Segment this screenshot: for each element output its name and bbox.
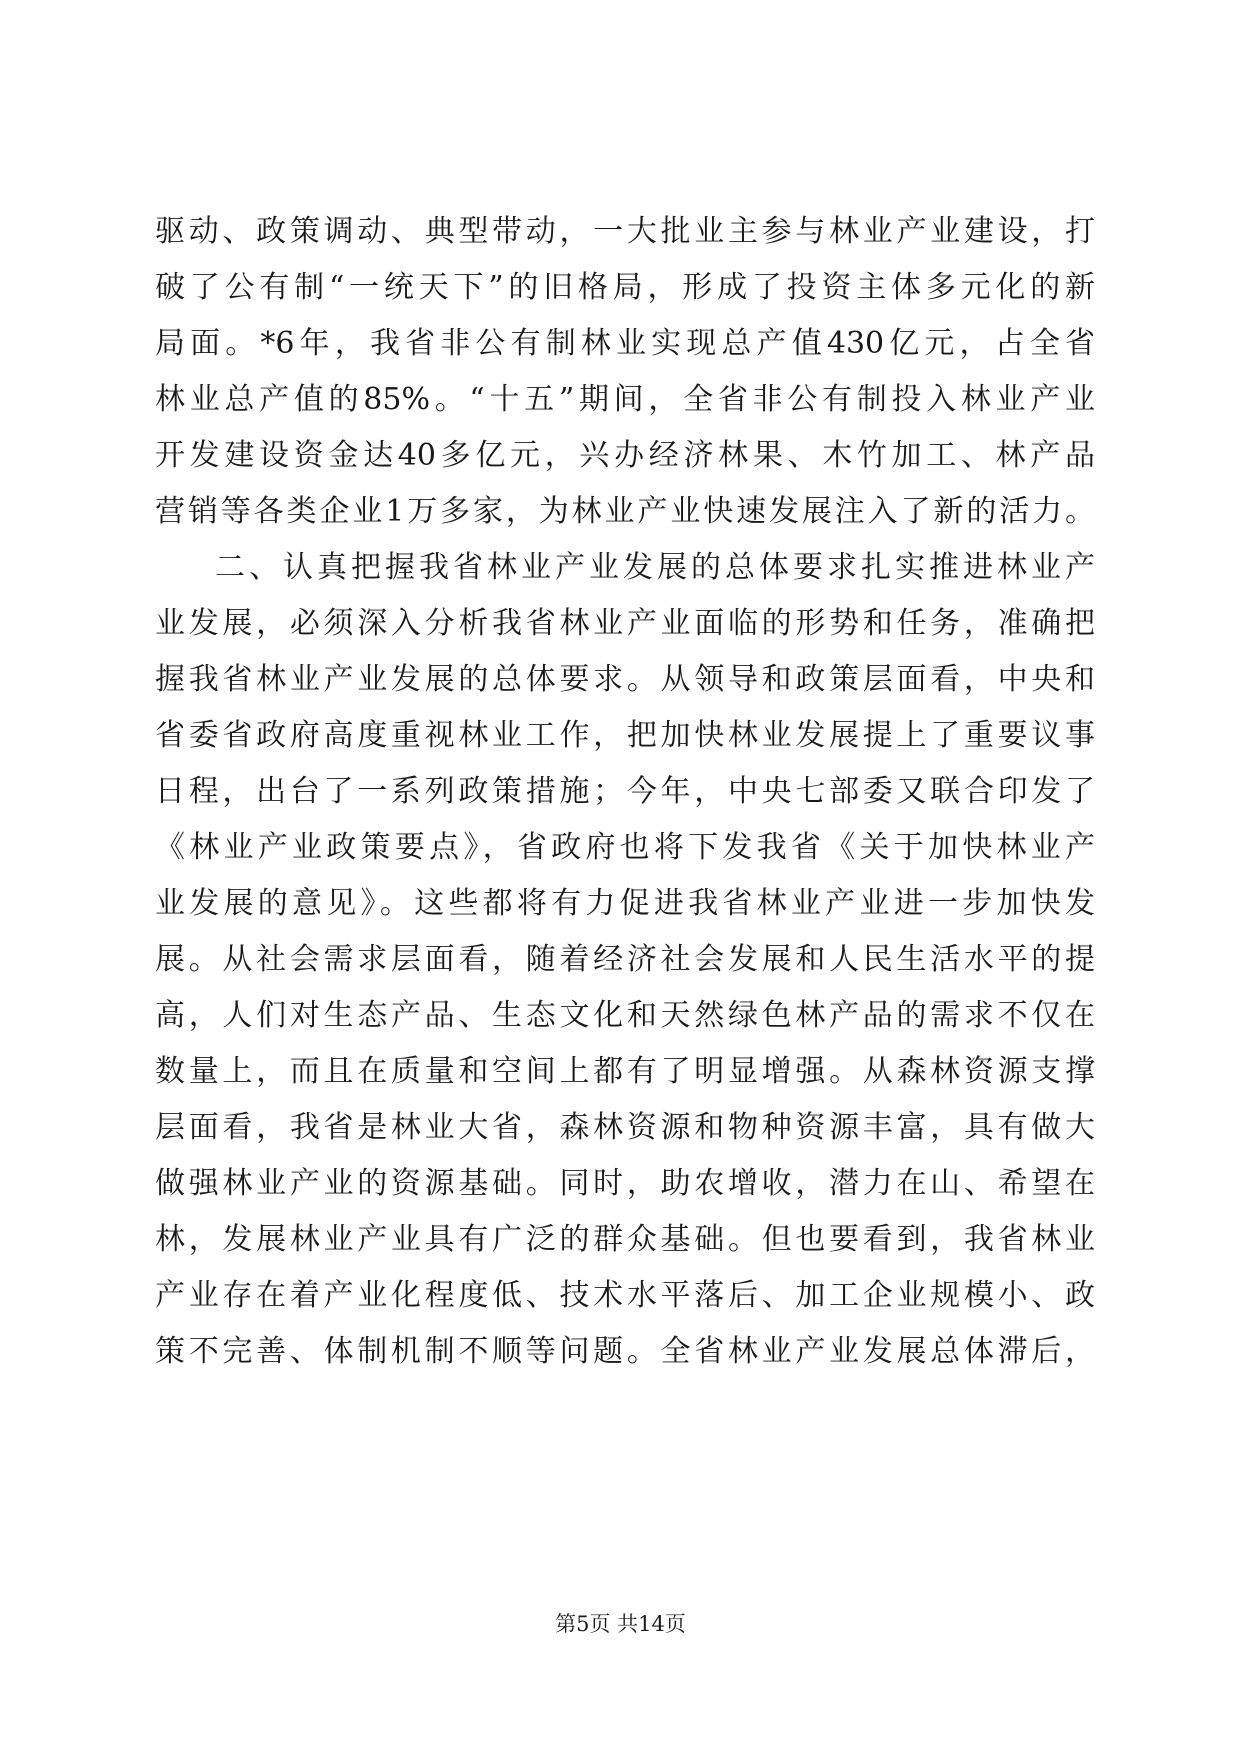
body-line-3: 局面。*6年，我省非公有制林业实现总产值430亿元，占全省 — [155, 326, 1095, 361]
body-line-8: 业发展，必须深入分析我省林业产业面临的形势和任务，准确把 — [155, 606, 1095, 641]
body-line-6: 营销等各类企业1万多家，为林业产业快速发展注入了新的活力。 — [155, 494, 1095, 529]
body-line-12: 《林业产业政策要点》，省政府也将下发我省《关于加快林业产 — [155, 830, 1095, 865]
body-line-20: 产业存在着产业化程度低、技术水平落后、加工企业规模小、政 — [155, 1278, 1095, 1313]
body-line-13: 业发展的意见》。这些都将有力促进我省林业产业进一步加快发 — [155, 886, 1095, 921]
body-line-2: 破了公有制“一统天下”的旧格局，形成了投资主体多元化的新 — [155, 270, 1095, 305]
body-line-16: 数量上，而且在质量和空间上都有了明显增强。从森林资源支撑 — [155, 1054, 1095, 1089]
body-line-17: 层面看，我省是林业大省，森林资源和物种资源丰富，具有做大 — [155, 1110, 1095, 1145]
body-line-19: 林，发展林业产业具有广泛的群众基础。但也要看到，我省林业 — [155, 1222, 1095, 1257]
body-line-5: 开发建设资金达40多亿元，兴办经济林果、木竹加工、林产品 — [155, 438, 1095, 473]
page-number-footer: 第5页 共14页 — [555, 1612, 686, 1636]
body-line-18: 做强林业产业的资源基础。同时，助农增收，潜力在山、希望在 — [155, 1166, 1095, 1201]
body-line-4: 林业总产值的85%。“十五”期间，全省非公有制投入林业产业 — [155, 382, 1095, 417]
body-line-9: 握我省林业产业发展的总体要求。从领导和政策层面看，中央和 — [155, 662, 1095, 697]
body-line-21: 策不完善、体制机制不顺等问题。全省林业产业发展总体滞后， — [155, 1334, 1095, 1369]
body-line-1: 驱动、政策调动、典型带动，一大批业主参与林业产业建设，打 — [155, 214, 1095, 249]
section-heading-line: 二、认真把握我省林业产业发展的总体要求扎实推进林业产 — [215, 550, 1095, 585]
body-line-10: 省委省政府高度重视林业工作，把加快林业发展提上了重要议事 — [155, 718, 1095, 753]
body-line-14: 展。从社会需求层面看，随着经济社会发展和人民生活水平的提 — [155, 942, 1095, 977]
body-line-11: 日程，出台了一系列政策措施；今年，中央七部委又联合印发了 — [155, 774, 1095, 809]
body-line-15: 高，人们对生态产品、生态文化和天然绿色林产品的需求不仅在 — [155, 998, 1095, 1033]
